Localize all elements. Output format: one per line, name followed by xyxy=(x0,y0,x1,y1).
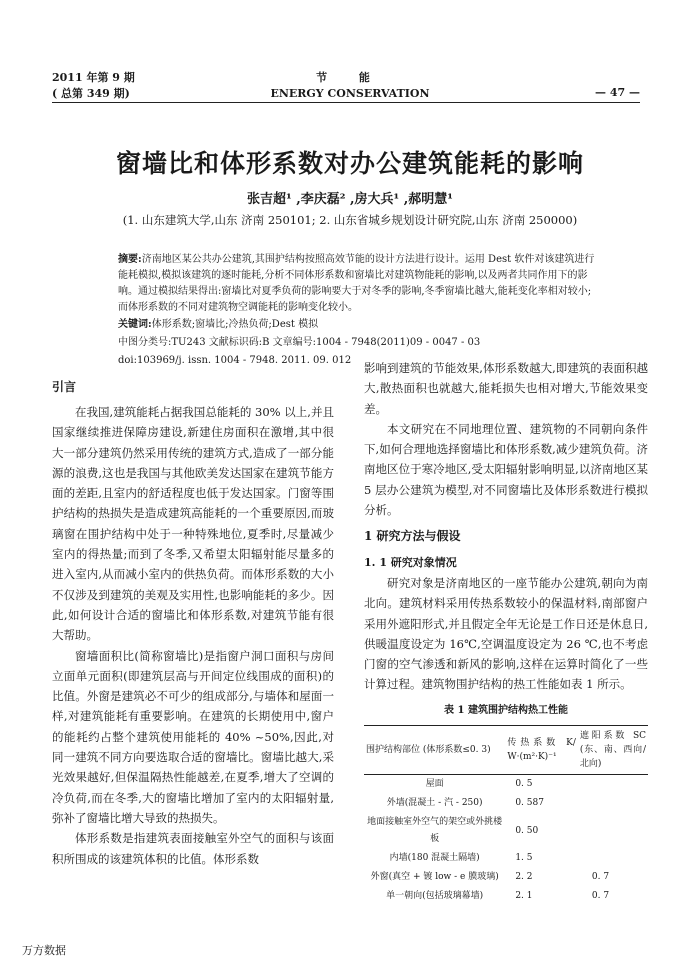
table-header-part: 围护结构部位 (体形系数≤0. 3) xyxy=(364,726,505,775)
table-cell: 地面接触室外空气的架空或外挑楼板 xyxy=(367,817,503,845)
table-cell: 0. 7 xyxy=(591,872,610,883)
affiliation: (1. 山东建筑大学,山东 济南 250101; 2. 山东省城乡规划设计研究院,山东 济南 250000) xyxy=(122,213,578,227)
right-column xyxy=(364,358,648,906)
table-row xyxy=(364,794,648,813)
table-cell: 内墙(180 混凝土隔墙) xyxy=(389,853,480,864)
table-cell xyxy=(578,794,648,813)
table-cell: 屋面 xyxy=(425,779,444,790)
section-heading-intro: 引言 xyxy=(52,380,77,394)
table-cell xyxy=(578,813,648,849)
thermal-table xyxy=(364,725,648,906)
abstract xyxy=(118,252,598,316)
table-row xyxy=(364,775,648,795)
table-header-k: 传热系数 K/ W·(m²·K)⁻¹ xyxy=(505,726,578,775)
issue-info xyxy=(52,70,135,102)
keywords-label: 关键词: xyxy=(118,319,152,330)
abstract-label: 摘要: xyxy=(118,254,142,265)
table-cell xyxy=(578,849,648,868)
table-cell: 0. 7 xyxy=(591,891,610,902)
left-column xyxy=(52,402,334,869)
table-cell: 0. 587 xyxy=(515,798,544,809)
paragraph: 研究对象是济南地区的一座节能办公建筑,朝向为南北向。建筑材料采用传热系数较小的保温材料,南部窗户采用外遮阳形式,并且假定全年无论是工作日还是休息日,供暖温度设定为 16℃,空调温度设定为 26 ℃,也不考虑门窗的空气渗透和新风的影响,这样在运算时简化了一些计算过程。建筑物围护结构的热工性能如表 1 所示。 xyxy=(364,575,648,692)
journal-name xyxy=(250,70,450,102)
doi-line: doi:103969/j. issn. 1004 - 7948. 2011. 09. 012 xyxy=(118,355,352,366)
issue-line-1: 2011 年第 9 期 xyxy=(52,71,135,84)
table-title: 表 1 建筑围护结构热工性能 xyxy=(444,704,568,716)
issue-line-2: ( 总第 349 期) xyxy=(52,87,130,100)
table-cell: 2. 2 xyxy=(515,872,533,883)
classification-line: 中图分类号:TU243 文献标识码:B 文章编号:1004 - 7948(2011)09 - 0047 - 03 xyxy=(118,337,481,348)
paragraph: 体形系数是指建筑表面接触室外空气的面积与该面积所围成的该建筑体积的比值。体形系数 xyxy=(52,831,334,866)
header-rule xyxy=(52,102,640,103)
table-cell: 外墙(混凝土 - 汽 - 250) xyxy=(386,798,483,809)
table-cell: 0. 5 xyxy=(515,779,533,790)
abstract-block xyxy=(118,252,598,370)
table-row xyxy=(364,849,648,868)
table-row xyxy=(364,887,648,906)
section-heading-methods: 1 研究方法与假设 xyxy=(364,529,461,544)
watermark-footer: 万方数据 xyxy=(22,944,66,957)
paragraph: 本文研究在不同地理位置、建筑物的不同朝向条件下,如何合理地选择窗墙比和体形系数,减少建筑负荷。济南地区位于寒冷地区,受太阳辐射影响明显,以济南地区某 5 层办公建筑为模型,对不同窗墙比及体形系数进行模拟分析。 xyxy=(364,421,648,518)
authors: 张吉超¹ ,李庆磊² ,房大兵¹ ,郝明慧¹ xyxy=(247,192,453,207)
paragraph: 影响到建筑的节能效果,体形系数越大,即建筑的表面积越大,散热面积也就越大,能耗损失也相对增大,节能效果变差。 xyxy=(364,361,648,416)
keywords-text: 体形系数;窗墙比;冷热负荷;Dest 模拟 xyxy=(151,319,319,330)
abstract-text: 济南地区某公共办公建筑,其围护结构按照高效节能的设计方法进行设计。运用 Dest 软件对该建筑进行能耗模拟,模拟该建筑的逐时能耗,分析不同体形系数和窗墙比对建筑物能耗的影响,以及两者共同作用下的影响。通过模拟结果得出:窗墙比对夏季负荷的影响要大于对冬季的影响,冬季窗墙比越大,能耗变化率相对较小;而体形系数的不同对建筑物空调能耗的影响变化较小。 xyxy=(118,254,595,313)
paragraph: 窗墙面积比(简称窗墙比)是指窗户洞口面积与房间立面单元面积(即建筑层高与开间定位线围成的面积)的比值。外窗是建筑必不可少的组成部分,与墙体和屋面一样,对建筑能耗有重要影响。在建筑的长期使用中,窗户的能耗约占整个建筑使用能耗的 40% ~50%,因此,对同一建筑不同方向要选取合适的窗墙比。窗墙比越大,采光效果越好,但保温隔热性能越差,在夏季,增大了空调的冷负荷,而在冬季,大的窗墙比增加了室内的太阳辐射量,弥补了窗墙比增大导致的热损失。 xyxy=(52,648,334,825)
journal-name-en: ENERGY CONSERVATION xyxy=(270,87,430,100)
table-cell: 2. 1 xyxy=(515,891,533,902)
table-cell: 单一朝向(包括玻璃幕墙) xyxy=(386,891,484,902)
table-row xyxy=(364,813,648,849)
subsection-heading: 1. 1 研究对象情况 xyxy=(364,555,457,569)
table-cell: 1. 5 xyxy=(515,853,533,864)
table-row xyxy=(364,868,648,887)
table-header-sc: 遮阳系数 SC (东、南、西向/北向) xyxy=(578,726,648,775)
page-number: — 47 — xyxy=(595,86,640,99)
article-title: 窗墙比和体形系数对办公建筑能耗的影响 xyxy=(115,149,584,178)
paragraph: 在我国,建筑能耗占据我国总能耗的 30% 以上,并且国家继续推进保障房建设,新建住房面积在激增,其中很大一部分建筑仍然采用传统的建筑方式,造成了一部分能源的浪费,这也是我国与其他欧美发达国家在建筑节能方面的差距,且室内的舒适程度也低于发达国家。门窗等围护结构的热损失是造成建筑高能耗的一个重要原因,而玻璃窗在围护结构中处于一种特殊地位,夏季时,尽量减少室内的得热量;而到了冬季,又希望太阳辐射能尽量多的进入室内,从而减小室内的供热负荷。而体形系数的大小不仅涉及到建筑的美观及实用性,也影响能耗的多少。因此,如何设计合适的窗墙比和体形系数,对建筑节能有很大帮助。 xyxy=(52,405,334,643)
table-cell: 外窗(真空 + 镀 low - e 膜玻璃) xyxy=(370,872,499,883)
table-cell: 0. 50 xyxy=(515,825,539,836)
table-cell xyxy=(578,775,648,795)
journal-name-cn: 节 能 xyxy=(316,71,384,84)
keywords xyxy=(118,316,598,334)
